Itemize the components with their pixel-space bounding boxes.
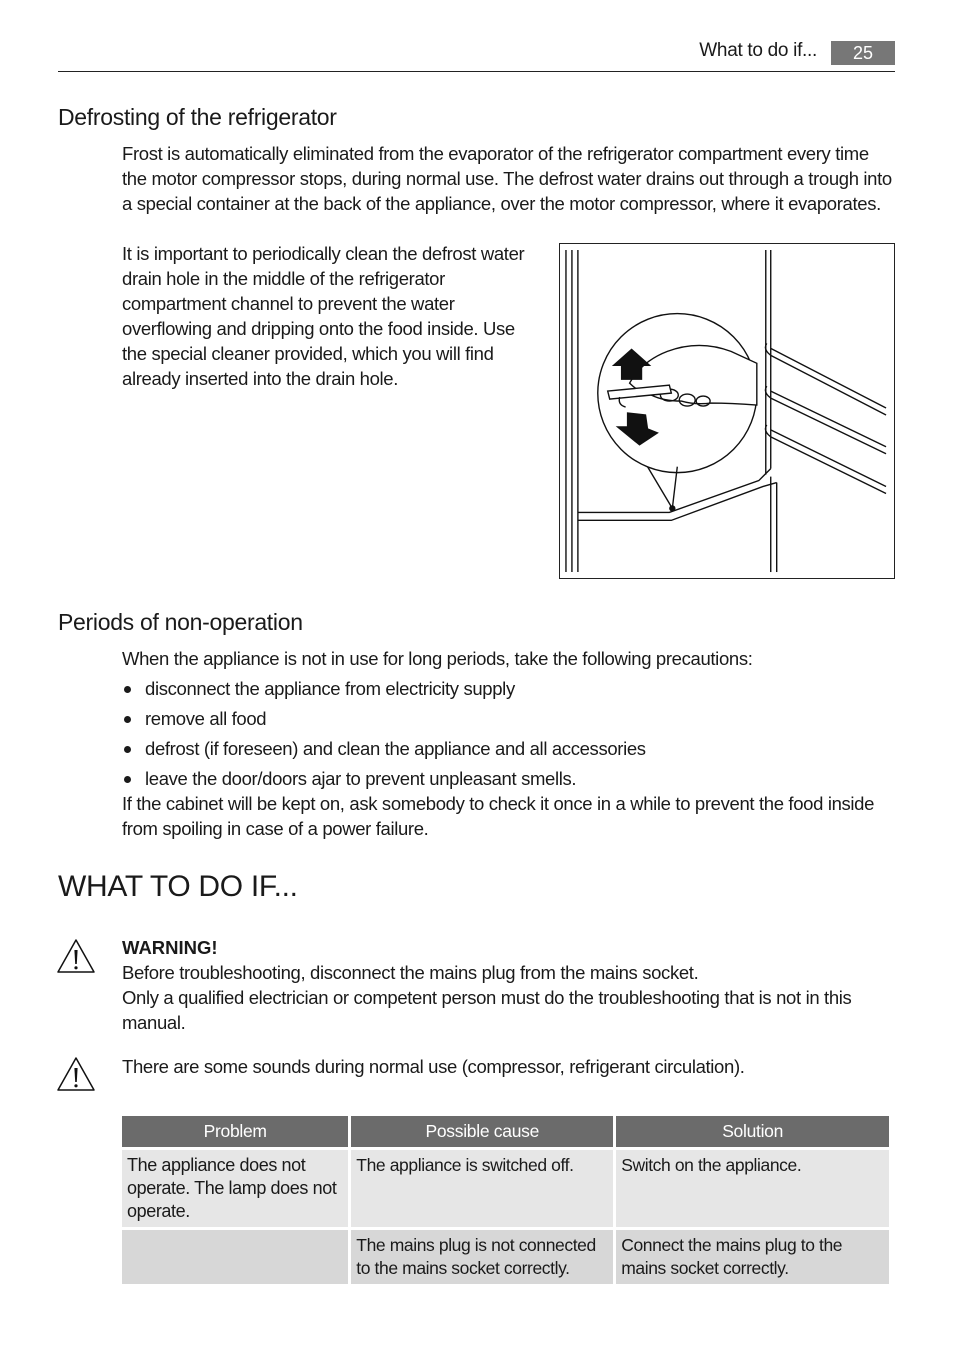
non-operation-outro: If the cabinet will be kept on, ask somebody to check it once in a while to prevent the food inside from spoiling in case of a power failure.: [122, 793, 875, 839]
defrosting-paragraph-2: It is important to periodically clean the defrost water drain hole in the middle of the refrigerator compartment channel to prevent the water overflowing and dripping onto the food inside. Use the special cleaner provided, which you will find already inserted into the drain hole.: [122, 243, 525, 389]
warning-block: [122, 935, 897, 1035]
list-item: disconnect the appliance from electricity supply: [122, 676, 892, 706]
problem-cell: [122, 1230, 348, 1284]
list-item: defrost (if foreseen) and clean the appliance and all accessories: [122, 736, 892, 766]
cause-cell: The appliance is switched off.: [351, 1150, 613, 1227]
solution-cell: Connect the mains plug to the mains socket correctly.: [616, 1230, 889, 1284]
warning-line-1: Before troubleshooting, disconnect the mains plug from the mains socket.: [122, 962, 699, 983]
warning-triangle-icon: [56, 938, 96, 974]
what-to-do-heading: WHAT TO DO IF...: [58, 870, 298, 903]
non-operation-intro: When the appliance is not in use for long periods, take the following precautions:: [122, 648, 753, 669]
solution-cell: Switch on the appliance.: [616, 1150, 889, 1227]
cause-cell: The mains plug is not connected to the mains socket correctly.: [351, 1230, 613, 1284]
table-row: [122, 1230, 889, 1284]
warning-line-2: Only a qualified electrician or competent person must do the troubleshooting that is not in this manual.: [122, 987, 852, 1033]
warning-label: WARNING!: [122, 937, 218, 958]
troubleshooting-table: [119, 1113, 892, 1287]
problem-cell: The appliance does not operate. The lamp does not operate.: [122, 1150, 348, 1227]
defrosting-paragraph-1: Frost is automatically eliminated from the evaporator of the refrigerator compartment every time the motor compressor stops, during normal use. The defrost water drains out through a trough into a special container at the back of the appliance, over the motor compressor, where it evaporates.: [122, 143, 892, 214]
table-row: [122, 1150, 889, 1227]
bullet-icon: [124, 746, 131, 753]
page-number: 25: [831, 41, 895, 65]
drain-hole-illustration: [559, 243, 895, 579]
column-header-cause: Possible cause: [351, 1116, 613, 1147]
warning-triangle-icon: [56, 1056, 96, 1092]
precautions-list: [122, 676, 892, 796]
bullet-icon: [124, 776, 131, 783]
defrosting-heading: Defrosting of the refrigerator: [58, 104, 337, 130]
sounds-note: There are some sounds during normal use (compressor, refrigerant circulation).: [122, 1056, 745, 1077]
bullet-icon: [124, 686, 131, 693]
column-header-solution: Solution: [616, 1116, 889, 1147]
column-header-problem: Problem: [122, 1116, 348, 1147]
list-item: leave the door/doors ajar to prevent unpleasant smells.: [122, 766, 892, 796]
page-header: [58, 36, 895, 72]
list-item: remove all food: [122, 706, 892, 736]
header-section-title: What to do if...: [699, 40, 817, 61]
non-operation-heading: Periods of non-operation: [58, 609, 303, 635]
table-header-row: [122, 1116, 889, 1147]
bullet-icon: [124, 716, 131, 723]
